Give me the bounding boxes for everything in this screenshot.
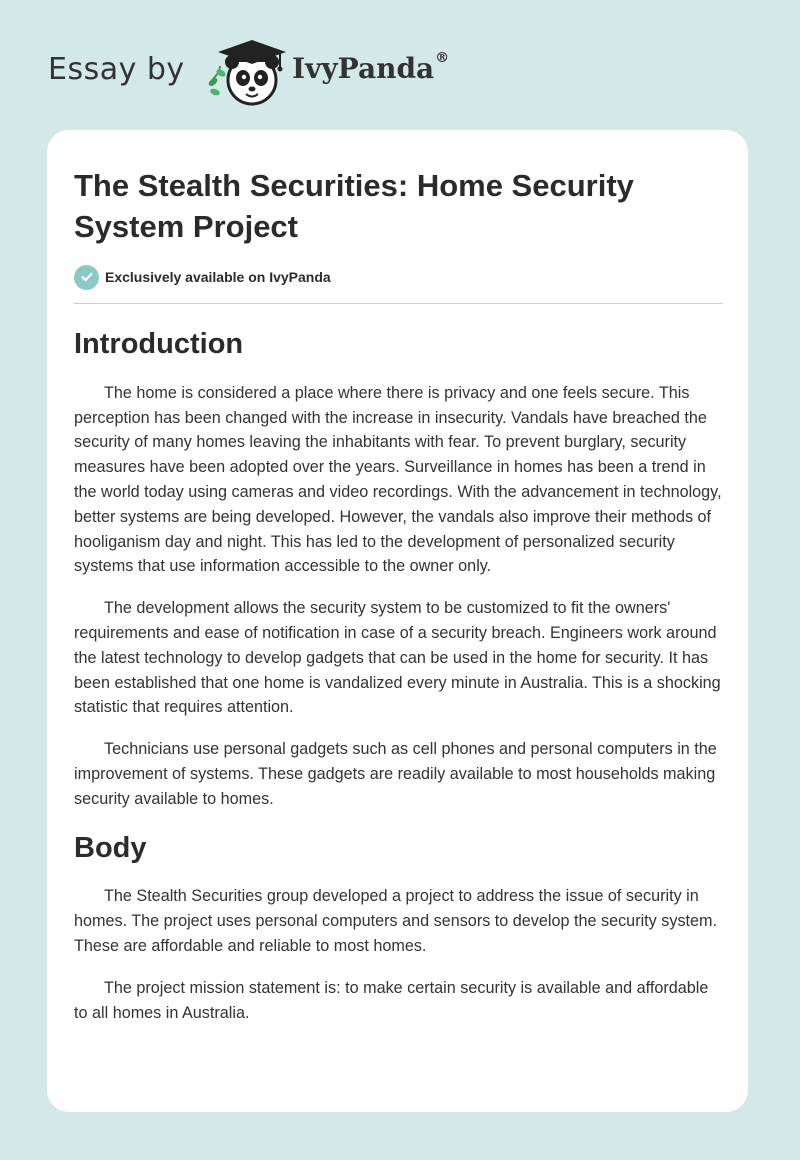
paragraph: Technicians use personal gadgets such as cell phones and personal computers in the improvement of systems. These gadgets are readily available to most households making security available to homes. (74, 740, 717, 808)
registered-mark: ® (435, 50, 450, 66)
exclusive-badge (74, 264, 331, 290)
essay-card (47, 130, 748, 1112)
paragraph: The Stealth Securities group developed a project to address the issue of security in homes. The project uses personal computers and sensors to develop the security system. These are affordable and reliable to most homes. (74, 887, 718, 955)
exclusive-badge-label: Exclusively available on IvyPanda (105, 269, 331, 285)
essay-by-label: Essay by (48, 52, 185, 87)
site-header (0, 0, 800, 130)
essay-content (74, 316, 723, 1025)
page-title: The Stealth Securities: Home Security System Project (74, 168, 634, 244)
section-heading-introduction: Introduction (74, 328, 244, 360)
divider (74, 303, 723, 304)
paragraph: The development allows the security system to be customized to fit the owners' requirements and ease of notification in case of a security breach. Engineers work around the latest technology to develop gadgets that can be used in the home for security. It has been established that one home is vandalized every minute in Australia. This is a shocking statistic that requires attention. (74, 599, 721, 717)
paragraph: The project mission statement is: to make certain security is available and affordable to all homes in Australia. (74, 978, 709, 1022)
panda-graduate-logo-icon[interactable] (200, 36, 292, 108)
brand-name[interactable]: IvyPanda® (292, 50, 450, 85)
section-heading-body: Body (74, 831, 147, 864)
paragraph: The home is considered a place where there is privacy and one feels secure. This perception has been changed with the increase in insecurity. Vandals have breached the security of many homes leaving the inhabitants with fear. To prevent burglary, security measures have been adopted over the years. Surveillance in homes has been a trend in the world today using cameras and video recordings. With the advancement in technology, better systems are being developed. However, the vandals also improve their methods of hooliganism day and night. This has led to the development of personalized security systems that use information accessible to the owner only. (74, 383, 722, 576)
check-circle-icon (74, 265, 99, 290)
